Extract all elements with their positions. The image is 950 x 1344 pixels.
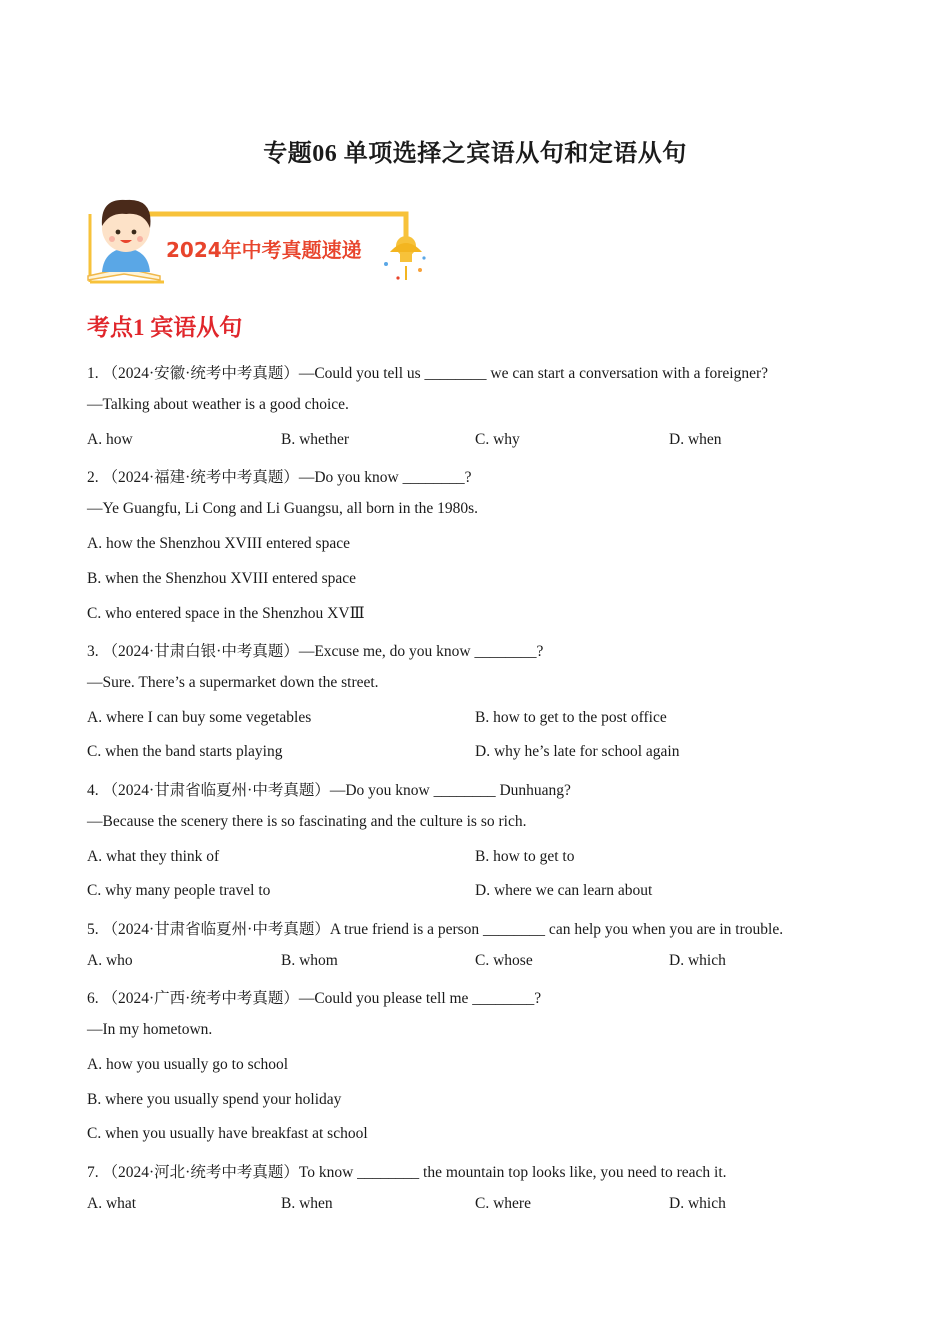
banner (84, 190, 429, 290)
question-3-reply: —Sure. There’s a supermarket down the street. (87, 674, 379, 691)
question-1-option-c[interactable]: C. why (475, 431, 520, 448)
question-3-option-d[interactable]: D. why he’s late for school again (475, 743, 680, 760)
question-4-option-c[interactable]: C. why many people travel to (87, 882, 271, 899)
question-5-option-a[interactable]: A. who (87, 952, 133, 969)
question-1-option-a[interactable]: A. how (87, 431, 133, 448)
question-4-option-b[interactable]: B. how to get to (475, 848, 575, 865)
question-1-stem: 1. （2024·安徽·统考中考真题）—Could you tell us ________ we can start a conversation with a foreigner? (87, 365, 769, 382)
question-4-stem: 4. （2024·甘肃省临夏州·中考真题）—Do you know ________ Dunhuang? (87, 782, 571, 799)
question-2-option-c[interactable]: C. who entered space in the Shenzhou XVⅢ (87, 605, 365, 622)
question-5-stem: 5. （2024·甘肃省临夏州·中考真题）A true friend is a person ________ can help you when you are in trouble. (87, 921, 784, 938)
question-4-option-d[interactable]: D. where we can learn about (475, 882, 653, 899)
page-title: 专题06 单项选择之宾语从句和定语从句 (263, 141, 687, 167)
question-4-reply: —Because the scenery there is so fascinating and the culture is so rich. (87, 813, 527, 830)
question-6-option-c[interactable]: C. when you usually have breakfast at school (87, 1125, 368, 1142)
question-4-option-a[interactable]: A. what they think of (87, 848, 220, 865)
question-3-option-b[interactable]: B. how to get to the post office (475, 709, 667, 726)
question-3-stem: 3. （2024·甘肃白银·中考真题）—Excuse me, do you know ________? (87, 643, 544, 660)
question-7-stem: 7. （2024·河北·统考中考真题）To know ________ the mountain top looks like, you need to reach it. (87, 1164, 727, 1181)
question-7-option-b[interactable]: B. when (281, 1195, 333, 1212)
section-heading: 考点1 宾语从句 (87, 315, 243, 340)
question-3-option-a[interactable]: A. where I can buy some vegetables (87, 709, 312, 726)
question-5-option-b[interactable]: B. whom (281, 952, 338, 969)
question-6-option-b[interactable]: B. where you usually spend your holiday (87, 1091, 342, 1108)
question-7-option-d[interactable]: D. which (669, 1195, 726, 1212)
question-1-reply: —Talking about weather is a good choice. (87, 396, 349, 413)
question-3-option-c[interactable]: C. when the band starts playing (87, 743, 283, 760)
question-7-option-c[interactable]: C. where (475, 1195, 531, 1212)
question-2-option-a[interactable]: A. how the Shenzhou XVIII entered space (87, 535, 350, 552)
question-6-option-a[interactable]: A. how you usually go to school (87, 1056, 289, 1073)
question-2-option-b[interactable]: B. when the Shenzhou XVIII entered space (87, 570, 357, 587)
question-1-option-b[interactable]: B. whether (281, 431, 350, 448)
question-2-stem: 2. （2024·福建·统考中考真题）—Do you know ________? (87, 469, 472, 486)
question-6-reply: —In my hometown. (87, 1021, 213, 1038)
question-5-option-c[interactable]: C. whose (475, 952, 533, 969)
question-6-stem: 6. （2024·广西·统考中考真题）—Could you please tell me ________? (87, 990, 542, 1007)
question-2-reply: —Ye Guangfu, Li Cong and Li Guangsu, all born in the 1980s. (87, 500, 479, 517)
question-1-option-d[interactable]: D. when (669, 431, 722, 448)
question-7-option-a[interactable]: A. what (87, 1195, 137, 1212)
question-5-option-d[interactable]: D. which (669, 952, 726, 969)
banner-text: 2024年中考真题速递 (166, 238, 362, 262)
